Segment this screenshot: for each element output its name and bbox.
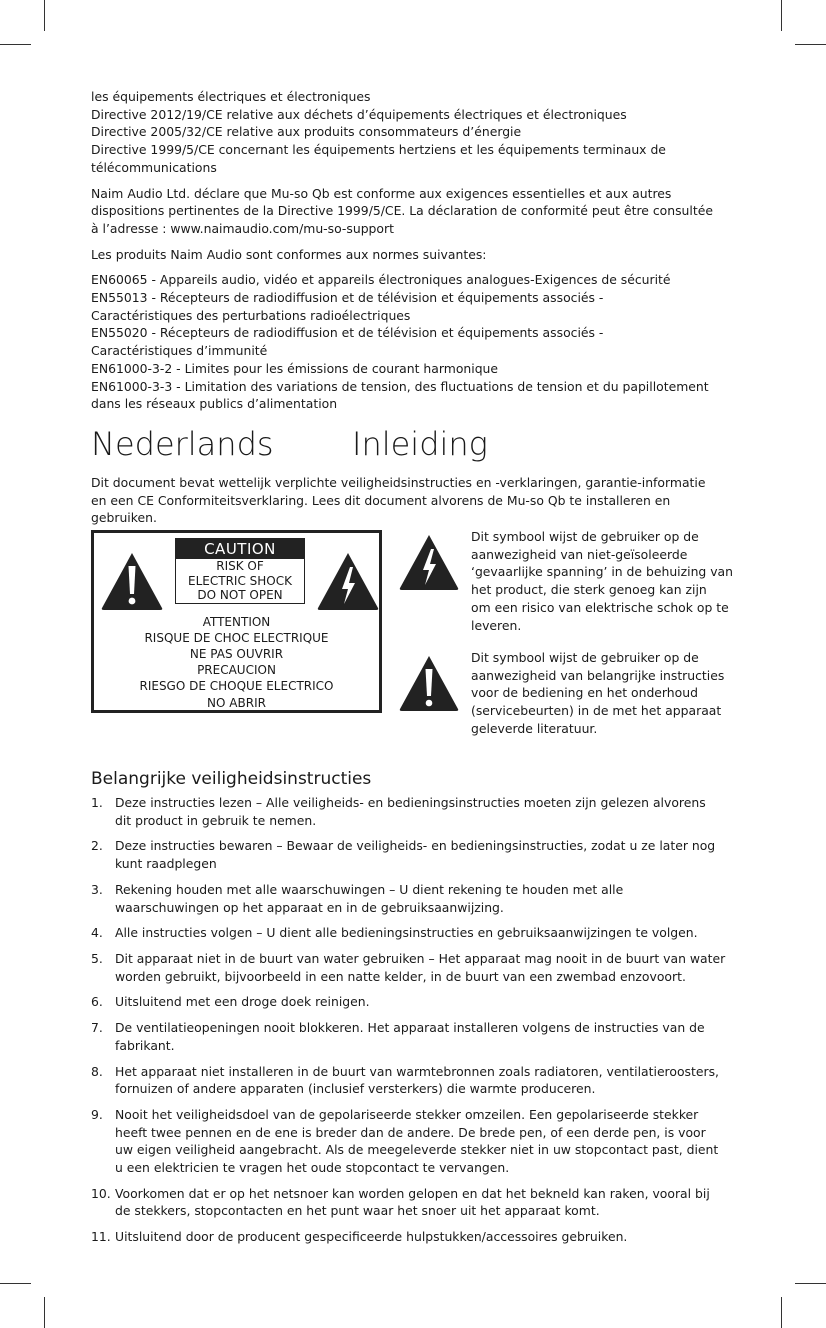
item-number: 3. [91,881,103,897]
caution-multilingual-text [94,614,379,711]
item-text-line: Voorkomen dat er op het netsnoer kan worden gelopen en dat het bekneld kan raken, vooral bij [115,1185,710,1201]
description-line: (servicebeurten) in de met het apparaat [471,703,722,719]
safety-instructions-list [91,794,734,1246]
exclamation-symbol-description [471,649,736,738]
item-number: 10. [91,1185,111,1201]
section-title: Inleiding [352,424,488,463]
norm-line: Caractéristiques des perturbations radioélectriques [91,307,411,323]
caution-line: RISQUE DE CHOC ELECTRIQUE [144,631,329,646]
item-number: 9. [91,1106,103,1122]
description-line: om een risico van elektrische schok op te [471,599,729,615]
item-number: 5. [91,950,103,966]
list-item [91,881,734,916]
norms-list [91,271,734,413]
banner-line: ELECTRIC SHOCK [188,573,292,588]
item-number: 7. [91,1020,103,1036]
crop-mark [781,0,782,31]
item-text-line: De ventilatieopeningen nooit blokkeren. Het apparaat installeren volgens de instructies van de [115,1020,705,1036]
directive-line: Directive 2012/19/CE relative aux déchets d’équipements électriques et électroniques [91,106,627,122]
description-line: het product, die sterk genoeg kan zijn [471,582,707,598]
caution-line: RIESGO DE CHOQUE ELECTRICO [139,679,334,694]
crop-mark [795,1283,826,1284]
crop-mark [795,44,826,45]
description-line: geleverde literatuur. [471,720,598,736]
item-number: 11. [91,1229,111,1245]
declaration-paragraph [91,185,734,238]
list-item [91,993,734,1011]
list-item [91,950,734,985]
item-number: 1. [91,795,103,811]
directive-line: télécommunications [91,159,217,175]
item-number: 6. [91,994,103,1010]
item-text-line: Het apparaat niet installeren in de buurt van warmtebronnen zoals radiatoren, ventilatieroosters, [115,1063,719,1079]
directive-line: Directive 1999/5/CE concernant les équipements hertziens et les équipements terminaux de [91,142,666,158]
norm-line: Caractéristiques d’immunité [91,343,268,359]
declaration-line: à l’adresse : www.naimaudio.com/mu-so-support [91,220,394,236]
directive-line: les équipements électriques et électroniques [91,89,371,104]
intro-paragraph [91,474,734,527]
list-item [91,1019,734,1054]
safety-heading: Belangrijke veiligheidsinstructies [91,769,372,790]
list-item [91,794,734,829]
item-text-line: Dit apparaat niet in de buurt van water gebruiken – Het apparaat mag nooit in de buurt van water [115,950,726,966]
item-text-line: Rekening houden met alle waarschuwingen – U dient rekening te houden met alle [115,881,624,897]
caution-line: ATTENTION [202,615,271,630]
banner-line: DO NOT OPEN [197,588,283,603]
intro-line: en een CE Conformiteitsverklaring. Lees dit document alvorens de Mu-so Qb te installeren en [91,492,671,508]
caution-line: PRECAUCION [197,663,276,678]
item-text-line: u een elektricien te vragen het oude stopcontact te vervangen. [115,1160,510,1176]
list-item [91,1185,734,1220]
description-line: aanwezigheid van belangrijke instructies [471,667,725,683]
item-text-line: Nooit het veiligheidsdoel van de gepolariseerde stekker omzeilen. Een gepolariseerde stekker [115,1106,699,1122]
item-number: 2. [91,838,103,854]
description-line: Dit symbool wijst de gebruiker op de [471,529,699,545]
caution-label [91,530,382,713]
item-text-line: Deze instructies lezen – Alle veiligheids- en bedieningsinstructies moeten zijn gelezen alvorens [115,795,706,811]
list-item [91,1106,734,1177]
page-content [91,88,734,1254]
intro-line: gebruiken. [91,510,157,526]
crop-mark [44,0,45,31]
caution-line: NO ABRIR [207,695,266,710]
description-line: voor de bediening en het onderhoud [471,685,698,701]
crop-mark [0,1283,31,1284]
caution-line: NE PAS OUVRIR [189,647,284,662]
crop-mark [44,1297,45,1328]
declaration-line: dispositions pertinentes de la Directive 1999/5/CE. La déclaration de conformité peut être consultée [91,203,713,219]
exclamation-warning-icon [99,550,165,612]
item-number: 4. [91,925,103,941]
norm-line: EN61000-3-2 - Limites pour les émissions de courant harmonique [91,360,499,376]
description-line: aanwezigheid van niet-geïsoleerde [471,546,688,562]
exclamation-symbol-icon [398,654,460,713]
caution-banner-text [176,559,304,603]
item-text-line: waarschuwingen op het apparaat en in de gebruiksaanwijzing. [115,899,504,915]
description-line: ‘gevaarlijke spanning’ in de behuizing van [471,564,733,580]
item-text-line: Deze instructies bewaren – Bewaar de veiligheids- en bedieningsinstructies, zodat u ze later nog [115,838,716,854]
item-text-line: Uitsluitend met een droge doek reinigen. [115,994,370,1010]
caution-banner [175,538,305,604]
crop-mark [0,44,31,45]
item-text-line: heeft twee pennen en de ene is breder dan de andere. De brede pen, of een derde pen, is voor [115,1124,706,1140]
item-text-line: uw eigen veiligheid aangebracht. Als de meegeleverde stekker niet in uw stopcontact past, dient [115,1142,719,1158]
norm-line: EN55013 - Récepteurs de radiodiffusion et de télévision et équipements associés - [91,290,604,306]
item-text-line: worden gebruikt, bijvoorbeeld in een natte kelder, in de buurt van een zwembad enzovoort. [115,968,686,984]
language-heading: Nederlands [91,424,274,463]
item-text-line: dit product in gebruik te nemen. [115,812,317,828]
list-item [91,837,734,872]
norm-line: EN60065 - Appareils audio, vidéo et appareils électroniques analogues-Exigences de sécurité [91,272,671,288]
item-text-line: fornuizen of andere apparaten (inclusief versterkers) die warmte produceren. [115,1081,596,1097]
list-item [91,1063,734,1098]
crop-mark [781,1297,782,1328]
item-number: 8. [91,1063,103,1079]
directive-line: Directive 2005/32/CE relative aux produits consommateurs d’énergie [91,124,522,140]
norm-line: dans les réseaux publics d’alimentation [91,396,338,412]
declaration-line: Naim Audio Ltd. déclare que Mu-so Qb est conforme aux exigences essentielles et aux autres [91,185,672,201]
caution-word: CAUTION [176,539,304,559]
item-text-line: de stekkers, stopcontacten en het punt waar het snoer uit het apparaat komt. [115,1203,600,1219]
item-text-line: Uitsluitend door de producent gespecificeerde hulpstukken/accessoires gebruiken. [115,1229,628,1245]
list-item [91,924,734,942]
banner-line: RISK OF [216,559,264,574]
directives-list [91,88,734,177]
intro-line: Dit document bevat wettelijk verplichte veiligheidsinstructies en -verklaringen, garantie-informatie [91,474,706,490]
safety-symbols [91,528,734,760]
lightning-symbol-description [471,528,736,634]
norm-line: EN55020 - Récepteurs de radiodiffusion et de télévision et équipements associés - [91,325,604,341]
lightning-warning-icon [315,550,381,612]
norm-line: EN61000-3-3 - Limitation des variations de tension, des fluctuations de tension et du papillotement [91,378,709,394]
list-item [91,1228,734,1246]
lightning-symbol-icon [398,533,460,592]
description-line: leveren. [471,617,522,633]
norms-intro: Les produits Naim Audio sont conformes aux normes suivantes: [91,246,487,262]
item-text-line: kunt raadplegen [115,856,217,872]
description-line: Dit symbool wijst de gebruiker op de [471,650,699,666]
section-heading [91,426,734,474]
item-text-line: Alle instructies volgen – U dient alle bedieningsinstructies en gebruiksaanwijzingen te volgen. [115,925,698,941]
item-text-line: fabrikant. [115,1037,175,1053]
